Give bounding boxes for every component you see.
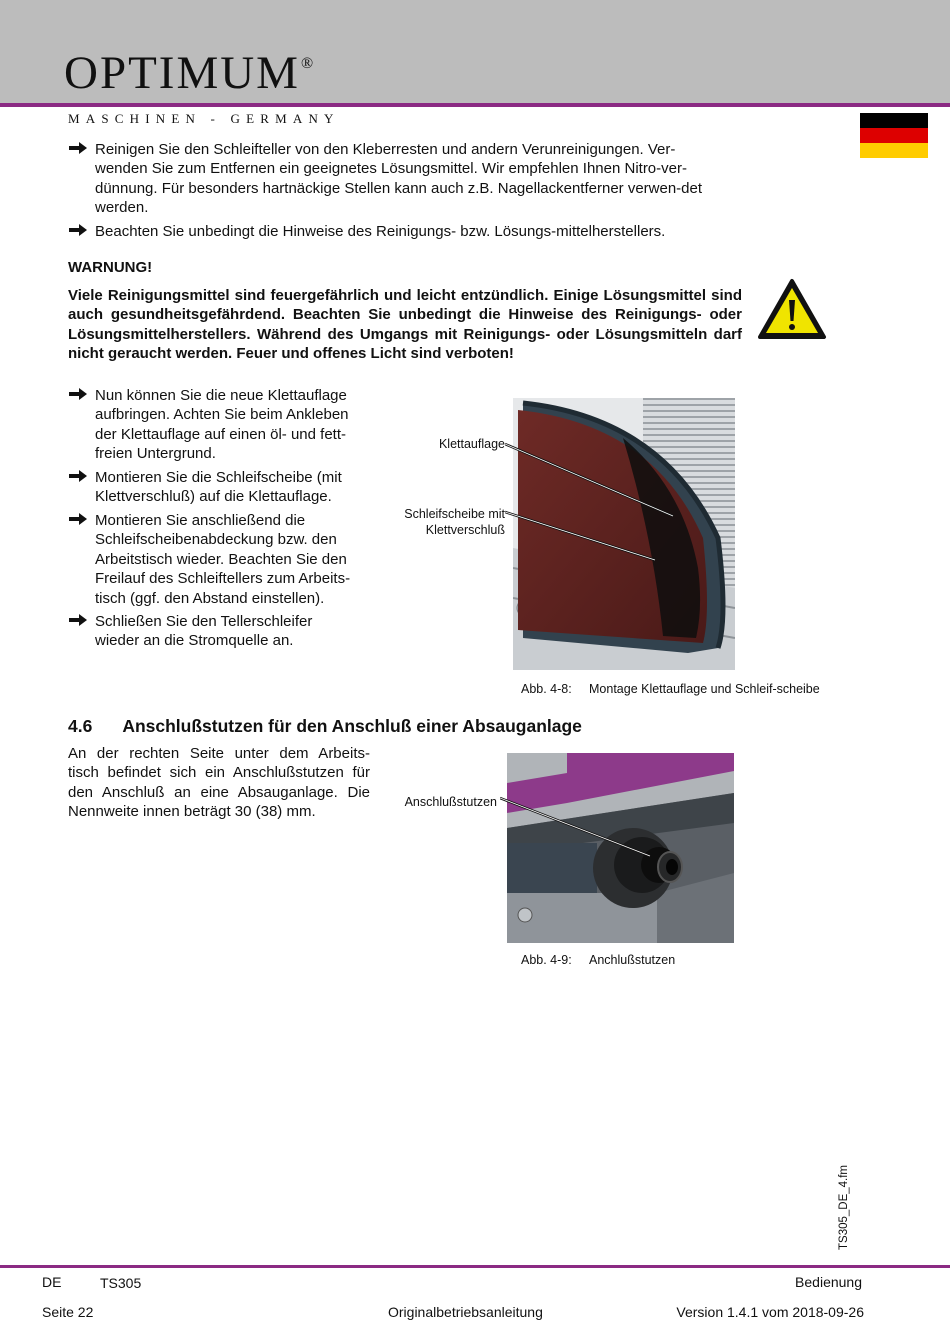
- bullet-line: der Klettauflage auf einen öl- und fett-: [95, 425, 347, 443]
- footer-doc-type: Originalbetriebsanleitung: [388, 1304, 543, 1320]
- bullet-line: Arbeitstisch wieder. Beachten Sie den: [95, 550, 347, 568]
- arrow-right-icon: [68, 387, 88, 401]
- bullet-line: freien Untergrund.: [95, 445, 216, 463]
- header-accent-line: [0, 103, 950, 107]
- footer-accent-line: [0, 1265, 950, 1268]
- body-line: Nennweite innen beträgt 30 (38) mm.: [68, 803, 316, 821]
- brand-tagline: MASCHINEN - GERMANY: [68, 111, 340, 126]
- footer-page: Seite 22: [42, 1304, 94, 1320]
- bullet-line: aufbringen. Achten Sie beim Ankleben: [95, 406, 349, 424]
- bullet-line: wieder an die Stromquelle an.: [95, 632, 294, 650]
- mounting-bullets: [68, 386, 378, 656]
- figure-caption-number: Abb. 4-9:: [521, 953, 572, 967]
- body-line: An der rechten Seite unter dem Arbeits-: [68, 745, 370, 762]
- bullet-line: wenden Sie zum Entfernen ein geeignetes Lösungsmittel. Wir empfehlen Ihnen Nitro-ver-: [95, 160, 687, 178]
- bullet-line: Montieren Sie die Schleifscheibe (mit: [95, 469, 342, 486]
- section-body: [68, 744, 370, 822]
- footer-model: TS305: [100, 1275, 142, 1291]
- bullet-line: werden.: [95, 199, 149, 217]
- arrow-right-icon: [68, 613, 88, 627]
- footer-chapter: Bedienung: [795, 1274, 862, 1290]
- bullet-line: Klettverschluß) auf die Klettauflage.: [95, 488, 332, 506]
- arrow-right-icon: [68, 141, 88, 155]
- arrow-right-icon: [68, 512, 88, 526]
- file-name: TS305_DE_4.fm: [838, 1164, 850, 1250]
- bullet-line: Schleifscheibenabdeckung bzw. den: [95, 531, 337, 549]
- bullet-line: dünnung. Für besonders hartnäckige Stellen kann auch z.B. Nagellackentferner verwen-det: [95, 179, 703, 197]
- figure-caption-text: Anchlußstutzen: [589, 953, 676, 967]
- section-heading: [68, 716, 582, 737]
- bullet-line: Freilauf des Schleiftellers zum Arbeits-: [95, 570, 351, 588]
- callout-line: [500, 794, 660, 864]
- section-title-text: Anschlußstutzen für den Anschluß einer Absauganlage: [122, 716, 582, 736]
- warning-text: Viele Reinigungsmittel sind feuergefährlich und leicht entzündlich. Einige Lösungsmittel sind auch gesundheitsgefährdend. Beachten Sie unbedingt die Hinweise des Reinigungs- oder Lösungsmittelherstellers. Während des Umgangs mit Reinigungs- oder Lösungsmitteln darf nicht geraucht werden. Feuer und offenes Licht sind verboten!: [68, 287, 742, 363]
- footer-version: Version 1.4.1 vom 2018-09-26: [676, 1304, 864, 1320]
- figure-caption-text: Montage Klettauflage und Schleif-scheibe: [589, 682, 820, 696]
- body-line: den Anschluß an eine Absauganlage. Die: [68, 783, 370, 801]
- body-line: tisch befindet sich ein Anschlußstutzen für: [68, 764, 370, 782]
- section-number: 4.6: [68, 716, 93, 736]
- bullet-line: Reinigen Sie den Schleifteller von den Kleberresten und andern Verunreinigungen. Ver-: [95, 141, 676, 158]
- label-line: Klettverschluß: [425, 523, 505, 537]
- arrow-right-icon: [68, 223, 88, 237]
- bullet-line: Beachten Sie unbedingt die Hinweise des Reinigungs- bzw. Lösungs-mittelherstellers.: [95, 223, 666, 240]
- figure-caption-number: Abb. 4-8:: [521, 682, 572, 696]
- german-flag-icon: [860, 113, 928, 158]
- warning-title: WARNUNG!: [68, 259, 153, 276]
- bullet-line: Nun können Sie die neue Klettauflage: [95, 387, 347, 404]
- label-line: Schleifscheibe mit: [404, 507, 505, 521]
- cleaning-bullets: [68, 140, 768, 250]
- arrow-right-icon: [68, 469, 88, 483]
- brand-logo: OPTIMUM®: [64, 47, 316, 99]
- bullet-line: tisch (ggf. den Abstand einstellen).: [95, 589, 325, 607]
- figure-label-schleifscheibe: [385, 506, 505, 538]
- warning-triangle-icon: [757, 278, 827, 340]
- footer-language: DE: [42, 1274, 62, 1290]
- bullet-line: Montieren Sie anschließend die: [95, 512, 306, 529]
- bullet-line: Schließen Sie den Tellerschleifer: [95, 613, 313, 630]
- figure-label-anschlussstutzen: Anschlußstutzen: [404, 795, 497, 809]
- figure-label-klettauflage: Klettauflage: [438, 437, 505, 451]
- callout-lines: [505, 440, 685, 570]
